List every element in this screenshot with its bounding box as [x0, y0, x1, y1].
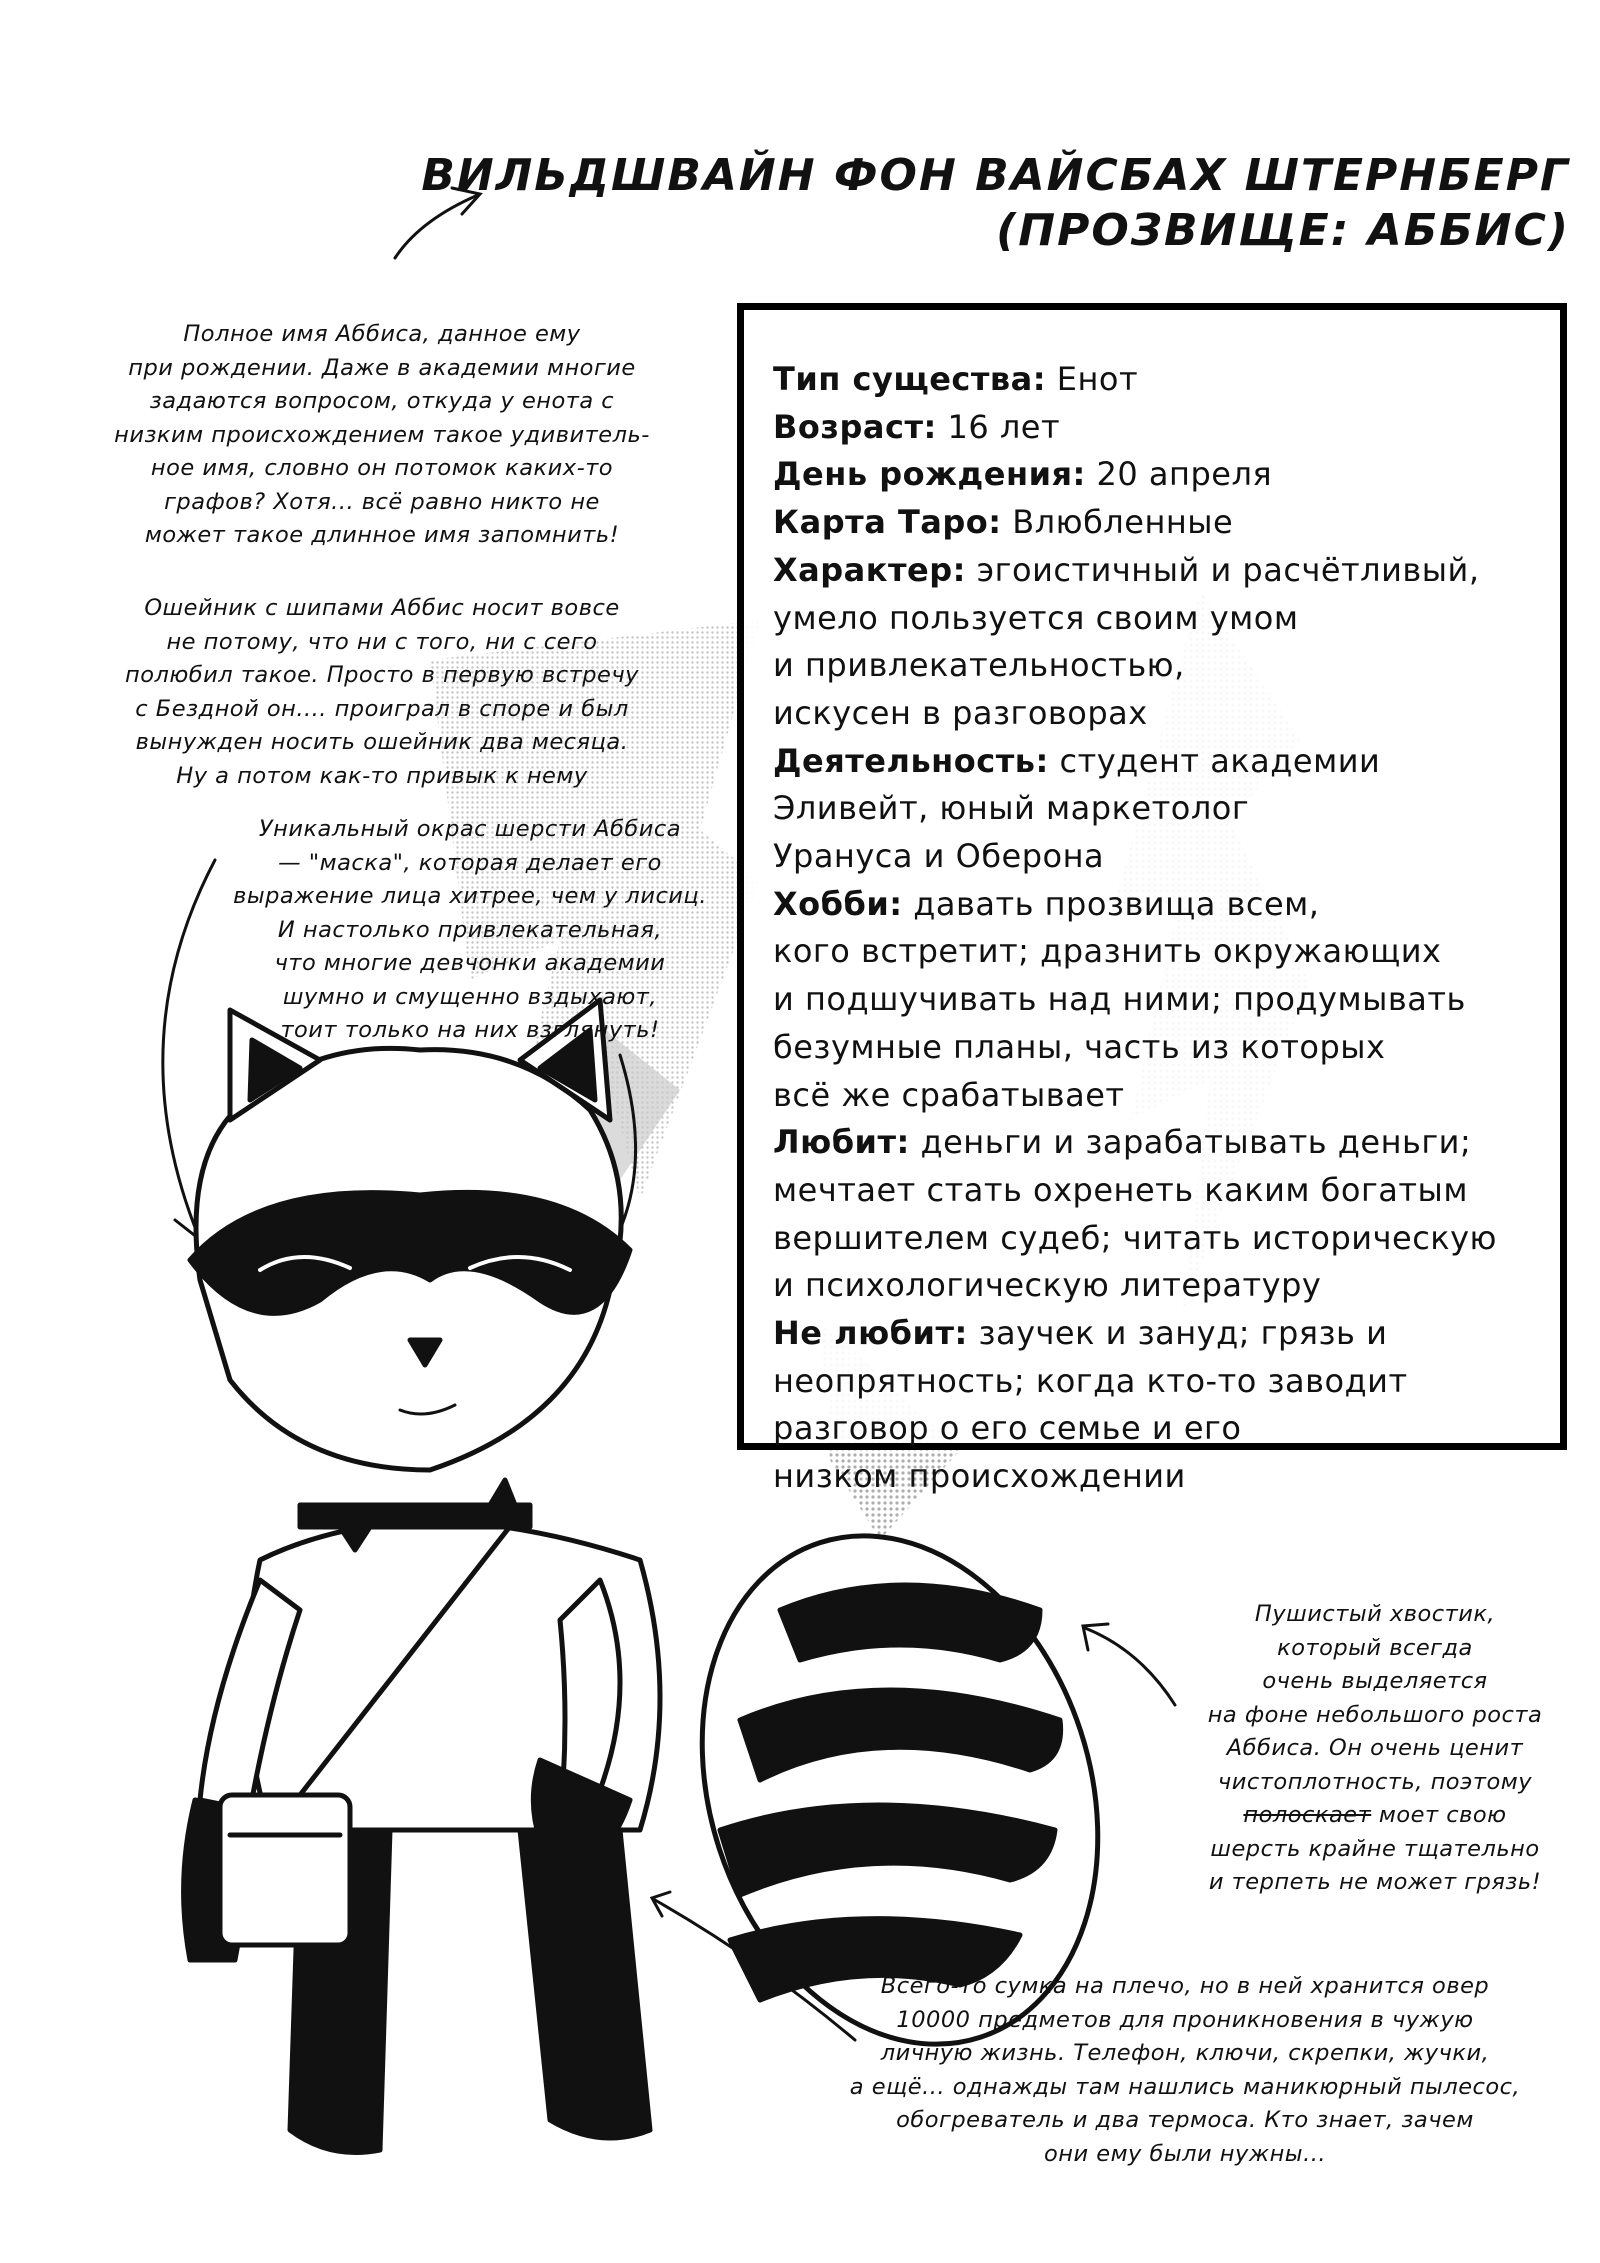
- profile-value: Влюбленные: [1001, 503, 1234, 542]
- note-line: задаются вопросом, откуда у енота с: [149, 388, 615, 414]
- profile-likes: [773, 1119, 1542, 1167]
- note-line: И настолько привлекательная,: [277, 916, 663, 943]
- note-line: [1160, 1799, 1590, 1833]
- note-line: чистоплотность, поэтому: [1217, 1768, 1533, 1795]
- note-line: Полное имя Аббиса, данное ему: [183, 321, 581, 347]
- profile-hobby: [773, 881, 1542, 929]
- profile-label: Характер:: [773, 550, 966, 589]
- note-line: который всегда: [1277, 1634, 1473, 1661]
- note-line: очень выделяется: [1262, 1668, 1488, 1694]
- note-line: а ещё... однажды там нашлись маникюрный пылесос,: [849, 2073, 1521, 2100]
- profile-value: студент академии: [1048, 741, 1381, 780]
- note-line: что многие девчонки академии: [274, 950, 666, 976]
- profile-label: Карта Таро:: [773, 503, 1002, 542]
- profile-value: Урануса и Оберона: [773, 837, 1105, 876]
- note-line: шерсть крайне тщательно: [1210, 1835, 1540, 1862]
- profile-value: 16 лет: [936, 407, 1061, 446]
- note-bag: [790, 1970, 1580, 2171]
- profile-value: деньги и зарабатывать деньги;: [909, 1123, 1472, 1162]
- profile-box: [737, 303, 1567, 1496]
- profile-value: низком происхождении: [773, 1457, 1186, 1496]
- profile-label: Тип существа:: [773, 360, 1047, 398]
- note-line: выражение лица хитрее, чем у лисиц.: [233, 883, 707, 909]
- note-line: с Бездной он.... проиграл в споре и был: [135, 695, 629, 722]
- profile-value: давать прозвища всем,: [902, 884, 1320, 923]
- note-line: ное имя, словно он потомок каких-то: [150, 455, 614, 481]
- profile-value: всё же срабатывает: [773, 1075, 1125, 1114]
- note-tail: [1160, 1598, 1590, 1900]
- note-line: Ошейник с шипами Аббис носит вовсе: [144, 595, 620, 621]
- profile-creature: [773, 356, 1542, 404]
- profile-value: неопрятность; когда кто-то заводит: [773, 1361, 1408, 1400]
- note-line: 10000 предметов для проникновения в чужую: [896, 2006, 1474, 2033]
- profile-value: и привлекательностью,: [773, 646, 1185, 685]
- profile-label: День рождения:: [773, 455, 1086, 494]
- profile-value: заучек и зануд; грязь и: [967, 1314, 1388, 1353]
- note-line: низким происхождением такое удивитель-: [114, 421, 650, 448]
- note-line: тоит только на них взглянуть!: [280, 1017, 660, 1043]
- character-name: ВИЛЬДШВАЙН ФОН ВАЙСБАХ ШТЕРНБЕРГ: [421, 150, 1570, 201]
- note-line: — "маска", которая делает его: [278, 849, 662, 876]
- profile-value: и подшучивать над ними; продумывать: [773, 980, 1466, 1019]
- character-title: [370, 148, 1570, 258]
- note-line: полюбил такое. Просто в первую встречу: [125, 662, 639, 688]
- profile-tarot: [773, 499, 1542, 547]
- profile-value: мечтает стать охренеть каким богатым: [773, 1170, 1468, 1209]
- note-line: Уникальный окрас шерсти Аббиса: [258, 816, 682, 842]
- character-nickname: (ПРОЗВИЩЕ: АББИС): [996, 205, 1570, 256]
- note-line: шумно и смущенно вздыхают,: [282, 983, 658, 1010]
- profile-activity: [773, 738, 1542, 786]
- profile-value: и психологическую литературу: [773, 1266, 1322, 1305]
- profile-value: искусен в разговорах: [773, 693, 1148, 732]
- note-line: на фоне небольшого роста: [1207, 1701, 1543, 1728]
- profile-value: эгоистичный и расчётливый,: [965, 550, 1480, 589]
- struck-word: полоскает: [1243, 1802, 1372, 1828]
- profile-value: разговор о его семье и его: [773, 1409, 1242, 1448]
- profile-value: безумные планы, часть из которых: [773, 1027, 1386, 1066]
- profile-label: Деятельность:: [773, 741, 1049, 780]
- profile-label: Не любит:: [773, 1314, 968, 1353]
- note-line: они ему были нужны...: [1043, 2140, 1327, 2167]
- profile-value: вершителем судеб; читать историческую: [773, 1218, 1497, 1257]
- note-line: при рождении. Даже в академии многие: [128, 354, 636, 381]
- profile-dislikes: [773, 1310, 1542, 1358]
- profile-value: Эливейт, юный маркетолог: [773, 789, 1250, 828]
- note-line: Аббиса. Он очень ценит: [1226, 1735, 1524, 1761]
- profile-character: [773, 547, 1542, 595]
- note-line: Пушистый хвостик,: [1254, 1601, 1496, 1627]
- note-mask: [190, 813, 750, 1048]
- profile-value: 20 апреля: [1085, 455, 1273, 494]
- profile-label: Возраст:: [773, 407, 937, 446]
- profile-value: кого встретит; дразнить окружающих: [773, 932, 1442, 971]
- note-line: обогреватель и два термоса. Кто знает, зачем: [896, 2107, 1474, 2133]
- note-line: вынужден носить ошейник два месяца.: [135, 729, 629, 755]
- note-line: не потому, что ни с того, ни с сего: [166, 628, 598, 655]
- profile-age: [773, 404, 1542, 452]
- note-line: графов? Хотя... всё равно никто не: [164, 488, 600, 515]
- note-line: может такое длинное имя запомнить!: [144, 522, 620, 548]
- profile-label: Хобби:: [773, 884, 903, 923]
- note-collar: [62, 592, 702, 793]
- profile-value: умело пользуется своим умом: [773, 598, 1299, 637]
- profile-label: Любит:: [773, 1123, 910, 1162]
- note-text: моет свою: [1371, 1802, 1507, 1828]
- note-line: личную жизнь. Телефон, ключи, скрепки, жучки,: [880, 2040, 1490, 2066]
- note-line: Ну а потом как-то привык к нему: [176, 762, 588, 789]
- note-line: и терпеть не может грязь!: [1208, 1869, 1542, 1895]
- profile-birthday: [773, 451, 1542, 499]
- note-line: Всего-то сумка на плечо, но в ней хранится овер: [880, 1973, 1490, 1999]
- profile-value: Енот: [1046, 360, 1139, 398]
- note-full-name: [62, 318, 702, 553]
